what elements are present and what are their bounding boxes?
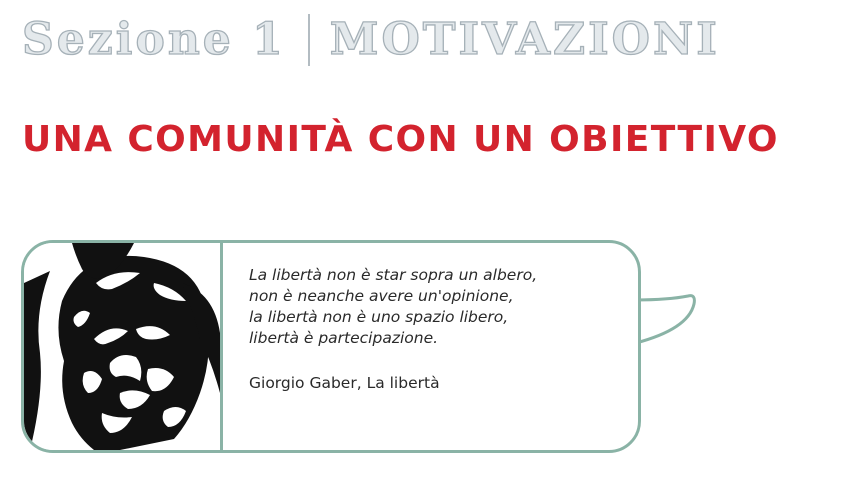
quote-attribution: Giorgio Gaber, La libertà xyxy=(249,374,440,392)
page-title: UNA COMUNITÀ CON UN OBIETTIVO xyxy=(22,119,779,160)
portrait-illustration xyxy=(24,243,223,450)
quote-line: La libertà non è star sopra un albero, xyxy=(249,266,538,284)
quote-line: non è neanche avere un'opinione, xyxy=(249,287,514,305)
section-header xyxy=(22,10,720,70)
quote-box xyxy=(21,240,641,453)
quote-line: la libertà non è uno spazio libero, xyxy=(249,308,509,326)
quote-line: libertà è partecipazione. xyxy=(249,329,439,347)
portrait-image xyxy=(24,243,220,450)
section-title: MOTIVAZIONI xyxy=(329,14,720,65)
section-label: Sezione 1 xyxy=(22,14,286,65)
header-divider xyxy=(308,14,310,66)
quote-text xyxy=(249,265,537,349)
